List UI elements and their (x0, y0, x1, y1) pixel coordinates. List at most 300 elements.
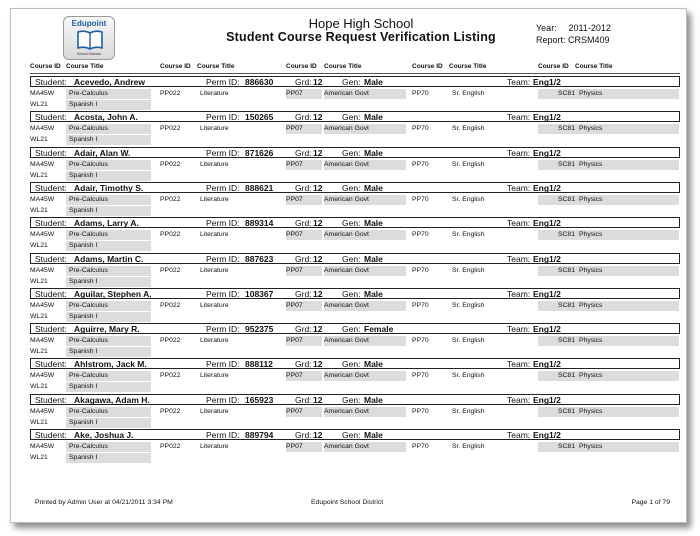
course-id: SC81 (538, 266, 575, 276)
team-value: Eng1/2 (533, 394, 561, 405)
course-title: Physics (575, 160, 679, 170)
year-value: 2011-2012 (568, 23, 611, 33)
grade-label: Grd: (295, 182, 312, 193)
course-row (30, 100, 680, 110)
course-title: Spanish I (66, 382, 151, 392)
team-label: Team: (507, 430, 531, 440)
grade-value: 12 (313, 77, 323, 87)
student-label: Student: (35, 77, 67, 87)
gender-label: Gen: (342, 394, 361, 405)
grade-value: 12 (313, 324, 323, 335)
course-id: PP70 (412, 160, 429, 168)
team-label: Team: (507, 359, 531, 370)
course-id: SC81 (538, 301, 575, 311)
team-label: Team: (507, 288, 531, 299)
team-label: Team: (507, 147, 531, 158)
course-id: SC81 (538, 160, 575, 170)
course-id: WL21 (30, 383, 48, 391)
team-label: Team: (507, 112, 531, 123)
course-id: WL21 (30, 277, 48, 285)
perm-id-label: Perm ID: (206, 324, 240, 335)
course-row (30, 371, 680, 381)
course-id: PP70 (412, 90, 429, 97)
student-label: Student: (35, 253, 67, 264)
team-value: Eng1/2 (533, 112, 561, 123)
student-block (30, 288, 680, 324)
student-name: Adair, Timothy S. (74, 182, 144, 193)
perm-id-value: 952375 (245, 324, 274, 335)
course-title: Literature (200, 337, 229, 345)
gender-label: Gen: (342, 112, 361, 123)
logo-subtitle: School Districts (76, 52, 102, 56)
grade-value: 12 (313, 359, 323, 370)
course-row (30, 89, 680, 99)
column-header-divider (30, 73, 680, 74)
course-id: SC81 (538, 124, 575, 134)
grade-value: 12 (313, 218, 323, 229)
course-title: Literature (200, 443, 229, 450)
grade-label: Grd: (295, 324, 312, 335)
student-name: Ahlstrom, Jack M. (74, 359, 147, 370)
team-value: Eng1/2 (533, 77, 561, 87)
course-title: Sr. English (452, 443, 485, 450)
course-title: Spanish I (66, 312, 151, 322)
course-title: Literature (200, 90, 229, 97)
report-page (10, 8, 687, 523)
team-label: Team: (507, 253, 531, 264)
course-title: Sr. English (452, 195, 485, 203)
course-row (30, 266, 680, 276)
col-course-title-3: Course Title (324, 63, 362, 70)
gender-value: Male (364, 394, 383, 405)
course-id: SC81 (538, 195, 575, 205)
grade-label: Grd: (295, 147, 312, 158)
team-value: Eng1/2 (533, 147, 561, 158)
course-title: Spanish I (66, 453, 151, 463)
grade-label: Grd: (295, 359, 312, 370)
course-title: American Govt (324, 371, 406, 381)
course-title: Pre-Calculus (66, 160, 151, 170)
student-row (30, 323, 680, 334)
student-row (30, 111, 680, 122)
grade-label: Grd: (295, 77, 312, 87)
course-row (30, 171, 680, 181)
gender-label: Gen: (342, 182, 361, 193)
course-title: Sr. English (452, 125, 485, 133)
gender-value: Male (364, 112, 383, 123)
course-row (30, 160, 680, 170)
course-id: PP022 (160, 372, 181, 380)
course-id: MA45W (30, 90, 55, 97)
course-id: PP70 (412, 231, 429, 239)
course-title: Sr. English (452, 160, 485, 168)
student-block (30, 182, 680, 218)
course-row (30, 230, 680, 240)
course-title: Pre-Calculus (66, 195, 151, 205)
course-id: PP022 (160, 231, 181, 239)
course-title: Literature (200, 160, 229, 168)
course-title: Literature (200, 125, 229, 133)
course-id: PP07 (286, 124, 322, 134)
course-title: Spanish I (66, 171, 151, 181)
course-title: Spanish I (66, 206, 151, 216)
student-block (30, 394, 680, 430)
course-title: Physics (575, 336, 679, 346)
grade-value: 12 (313, 253, 323, 264)
course-id: PP07 (286, 266, 322, 276)
course-row (30, 206, 680, 216)
course-id: MA45W (30, 231, 55, 239)
perm-id-label: Perm ID: (206, 147, 240, 158)
course-id: PP022 (160, 337, 181, 345)
year-label: Year: (536, 23, 557, 33)
course-title: Pre-Calculus (66, 371, 151, 381)
course-title: Spanish I (66, 241, 151, 251)
gender-value: Male (364, 253, 383, 264)
gender-value: Male (364, 359, 383, 370)
course-title: Spanish I (66, 347, 151, 357)
team-value: Eng1/2 (533, 359, 561, 370)
student-row (30, 358, 680, 369)
logo-brand: Edupoint (71, 19, 107, 28)
course-id: PP07 (286, 442, 322, 452)
grade-label: Grd: (295, 288, 312, 299)
course-title: American Govt (324, 124, 406, 134)
course-row (30, 418, 680, 428)
gender-label: Gen: (342, 77, 361, 87)
course-id: PP70 (412, 195, 429, 203)
course-id: PP07 (286, 195, 322, 205)
course-id: MA45W (30, 195, 55, 203)
course-title: Physics (575, 301, 679, 311)
course-row (30, 382, 680, 392)
student-name: Akagawa, Adam H. (74, 394, 150, 405)
col-course-title-2: Course Title (197, 63, 235, 70)
grade-label: Grd: (295, 394, 312, 405)
year-line (536, 23, 611, 33)
col-course-id-2: Course ID (160, 63, 191, 70)
perm-id-label: Perm ID: (206, 77, 240, 87)
student-name: Acosta, John A. (74, 112, 138, 123)
student-name: Acevedo, Andrew (74, 77, 146, 87)
course-row (30, 135, 680, 145)
col-course-title-5: Course Title (575, 63, 613, 70)
course-title: Spanish I (66, 100, 151, 110)
perm-id-value: 165923 (245, 394, 274, 405)
edupoint-logo (63, 16, 115, 60)
course-title: American Govt (324, 195, 406, 205)
perm-id-label: Perm ID: (206, 253, 240, 264)
course-row (30, 124, 680, 134)
course-id: PP022 (160, 301, 181, 309)
team-value: Eng1/2 (533, 324, 561, 335)
gender-value: Male (364, 147, 383, 158)
course-id: PP07 (286, 371, 322, 381)
gender-label: Gen: (342, 324, 361, 335)
course-title: Literature (200, 407, 229, 415)
gender-value: Male (364, 77, 383, 87)
perm-id-value: 871626 (245, 147, 274, 158)
gender-label: Gen: (342, 253, 361, 264)
perm-id-value: 889794 (245, 430, 274, 440)
student-label: Student: (35, 430, 67, 440)
course-row (30, 442, 680, 452)
course-title: Literature (200, 231, 229, 239)
perm-id-label: Perm ID: (206, 359, 240, 370)
student-name: Aguilar, Stephen A. (74, 288, 152, 299)
course-row (30, 195, 680, 205)
student-label: Student: (35, 218, 67, 229)
report-code: CRSM409 (568, 35, 610, 45)
course-id: SC81 (538, 442, 575, 452)
course-row (30, 277, 680, 287)
course-id: PP022 (160, 443, 181, 450)
course-title: American Govt (324, 336, 406, 346)
perm-id-value: 889314 (245, 218, 274, 229)
gender-value: Male (364, 288, 383, 299)
course-id: SC81 (538, 89, 575, 99)
course-id: MA45W (30, 443, 55, 450)
course-title: Literature (200, 195, 229, 203)
course-id: MA45W (30, 125, 55, 133)
course-id: MA45W (30, 337, 55, 345)
course-title: Physics (575, 442, 679, 452)
grade-value: 12 (313, 394, 323, 405)
course-id: WL21 (30, 312, 48, 320)
course-id: PP70 (412, 443, 429, 450)
course-id: PP70 (412, 372, 429, 380)
gender-value: Male (364, 182, 383, 193)
course-id: PP07 (286, 407, 322, 417)
course-title: Sr. English (452, 301, 485, 309)
course-id: PP70 (412, 337, 429, 345)
course-id: PP07 (286, 160, 322, 170)
course-row (30, 347, 680, 357)
course-id: MA45W (30, 301, 55, 309)
course-id: WL21 (30, 454, 48, 461)
grade-label: Grd: (295, 218, 312, 229)
perm-id-label: Perm ID: (206, 182, 240, 193)
team-value: Eng1/2 (533, 253, 561, 264)
student-label: Student: (35, 394, 67, 405)
course-title: Sr. English (452, 372, 485, 380)
book-icon (77, 30, 103, 50)
team-value: Eng1/2 (533, 288, 561, 299)
course-id: PP07 (286, 301, 322, 311)
student-block (30, 358, 680, 394)
report-label: Report: (536, 35, 566, 45)
course-row (30, 312, 680, 322)
perm-id-value: 887623 (245, 253, 274, 264)
course-title: Pre-Calculus (66, 442, 151, 452)
course-title: Literature (200, 301, 229, 309)
course-id: WL21 (30, 348, 48, 356)
team-label: Team: (507, 182, 531, 193)
course-id: PP70 (412, 407, 429, 415)
grade-value: 12 (313, 288, 323, 299)
perm-id-value: 888621 (245, 182, 274, 193)
course-row (30, 453, 680, 463)
course-title: Physics (575, 195, 679, 205)
course-title: Literature (200, 372, 229, 380)
course-title: Physics (575, 230, 679, 240)
course-id: SC81 (538, 230, 575, 240)
course-title: Pre-Calculus (66, 407, 151, 417)
student-block (30, 76, 680, 112)
report-code-line (536, 35, 610, 45)
course-title: American Govt (324, 160, 406, 170)
course-id: PP022 (160, 160, 181, 168)
col-course-title-1: Course Title (66, 63, 104, 70)
student-row (30, 394, 680, 405)
course-id: PP022 (160, 125, 181, 133)
course-id: PP022 (160, 195, 181, 203)
course-id: PP07 (286, 89, 322, 99)
gender-value: Female (364, 324, 394, 335)
gender-label: Gen: (342, 288, 361, 299)
student-row (30, 253, 680, 264)
course-id: PP022 (160, 90, 181, 97)
grade-label: Grd: (295, 253, 312, 264)
course-title: Pre-Calculus (66, 230, 151, 240)
course-title: Pre-Calculus (66, 266, 151, 276)
perm-id-value: 150265 (245, 112, 274, 123)
grade-value: 12 (313, 182, 323, 193)
course-row (30, 336, 680, 346)
student-block (30, 429, 680, 465)
student-name: Ake, Joshua J. (74, 430, 134, 440)
course-title: Pre-Calculus (66, 124, 151, 134)
course-id: WL21 (30, 136, 48, 144)
course-title: Pre-Calculus (66, 89, 151, 99)
course-id: PP70 (412, 266, 429, 274)
student-label: Student: (35, 359, 67, 370)
course-id: MA45W (30, 407, 55, 415)
course-title: Sr. English (452, 90, 485, 97)
grade-value: 12 (313, 147, 323, 158)
school-name: Hope High School (308, 16, 414, 31)
course-title: Pre-Calculus (66, 336, 151, 346)
course-id: WL21 (30, 101, 48, 108)
student-name: Aguirre, Mary R. (74, 324, 140, 335)
grade-label: Grd: (295, 112, 312, 123)
course-id: PP70 (412, 125, 429, 133)
team-label: Team: (507, 77, 531, 87)
course-title: Sr. English (452, 231, 485, 239)
course-title: American Govt (324, 442, 406, 452)
student-row (30, 217, 680, 228)
student-label: Student: (35, 147, 67, 158)
course-title: Physics (575, 266, 679, 276)
printed-by: Printed by Admin User at 04/21/2011 3:34 PM (35, 499, 173, 506)
course-row (30, 407, 680, 417)
perm-id-value: 886630 (245, 77, 274, 87)
team-label: Team: (507, 324, 531, 335)
student-row (30, 182, 680, 193)
team-value: Eng1/2 (533, 218, 561, 229)
grade-value: 12 (313, 112, 323, 123)
gender-value: Male (364, 218, 383, 229)
course-id: WL21 (30, 171, 48, 179)
course-title: Spanish I (66, 135, 151, 145)
col-course-id-5: Course ID (538, 63, 569, 70)
course-title: Physics (575, 407, 679, 417)
grade-label: Grd: (295, 430, 312, 440)
student-label: Student: (35, 288, 67, 299)
course-row (30, 241, 680, 251)
course-title: American Govt (324, 266, 406, 276)
student-name: Adams, Larry A. (74, 218, 139, 229)
student-name: Adams, Martin C. (74, 253, 144, 264)
gender-label: Gen: (342, 147, 361, 158)
perm-id-label: Perm ID: (206, 218, 240, 229)
page-number: Page 1 of 79 (631, 499, 670, 506)
perm-id-value: 108367 (245, 288, 274, 299)
course-title: Sr. English (452, 337, 485, 345)
course-title: American Govt (324, 301, 406, 311)
course-id: SC81 (538, 371, 575, 381)
course-id: PP70 (412, 301, 429, 309)
course-title: Physics (575, 89, 679, 99)
course-title: Spanish I (66, 277, 151, 287)
student-row (30, 429, 680, 440)
course-row (30, 301, 680, 311)
course-id: MA45W (30, 160, 55, 168)
course-id: PP07 (286, 336, 322, 346)
student-label: Student: (35, 324, 67, 335)
student-block (30, 253, 680, 289)
team-label: Team: (507, 394, 531, 405)
col-course-title-4: Course Title (449, 63, 487, 70)
course-id: WL21 (30, 242, 48, 250)
perm-id-label: Perm ID: (206, 430, 240, 440)
course-id: PP022 (160, 266, 181, 274)
perm-id-label: Perm ID: (206, 112, 240, 123)
gender-label: Gen: (342, 218, 361, 229)
student-row (30, 288, 680, 299)
team-label: Team: (507, 218, 531, 229)
student-row (30, 76, 680, 87)
perm-id-label: Perm ID: (206, 394, 240, 405)
team-value: Eng1/2 (533, 430, 561, 440)
student-block (30, 147, 680, 183)
perm-id-label: Perm ID: (206, 288, 240, 299)
col-course-id-4: Course ID (412, 63, 443, 70)
col-course-id-3: Course ID (286, 63, 317, 70)
district-name: Edupoint School District (311, 499, 384, 506)
course-title: Physics (575, 371, 679, 381)
student-label: Student: (35, 182, 67, 193)
course-id: PP022 (160, 407, 181, 415)
student-block (30, 111, 680, 147)
course-title: Sr. English (452, 407, 485, 415)
course-id: MA45W (30, 266, 55, 274)
course-id: SC81 (538, 336, 575, 346)
course-title: Sr. English (452, 266, 485, 274)
course-id: SC81 (538, 407, 575, 417)
student-row (30, 147, 680, 158)
col-course-id-1: Course ID (30, 63, 61, 70)
student-name: Adair, Alan W. (74, 147, 131, 158)
grade-value: 12 (313, 430, 323, 440)
course-title: American Govt (324, 89, 406, 99)
course-title: American Govt (324, 407, 406, 417)
team-value: Eng1/2 (533, 182, 561, 193)
student-label: Student: (35, 112, 67, 123)
course-title: American Govt (324, 230, 406, 240)
course-id: MA45W (30, 372, 55, 380)
student-block (30, 217, 680, 253)
